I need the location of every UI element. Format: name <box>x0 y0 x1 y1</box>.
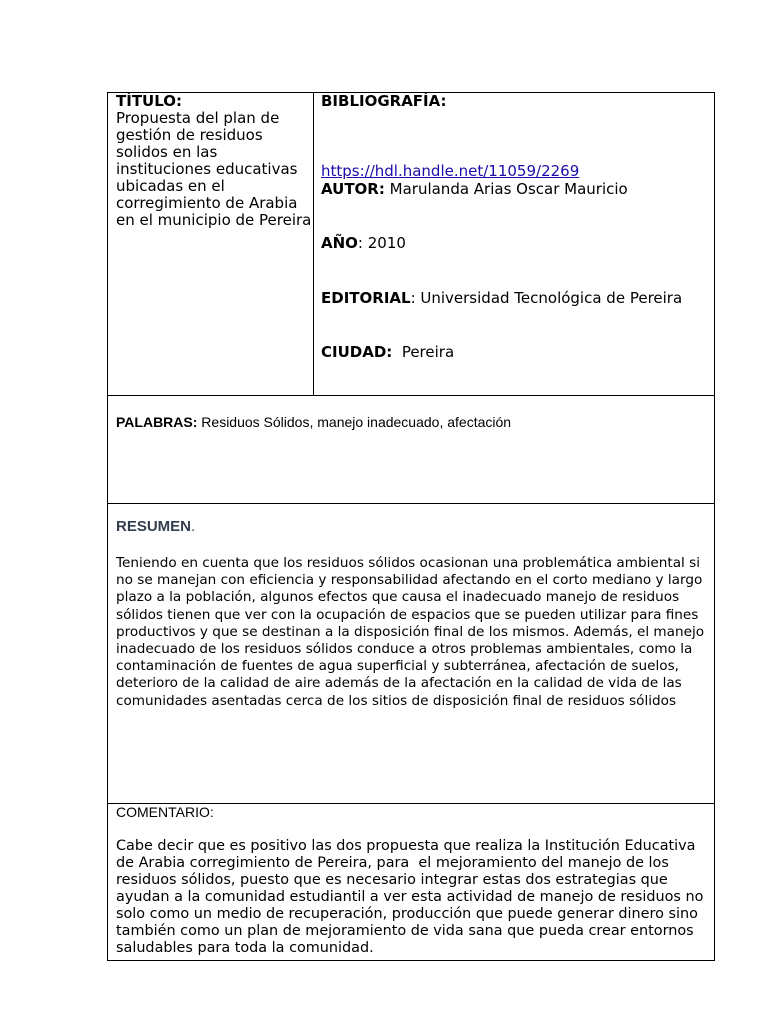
editorial-value: : Universidad Tecnológica de Pereira <box>410 289 683 307</box>
resumen-dot: . <box>191 518 196 535</box>
palabras-label: PALABRAS: <box>116 414 198 430</box>
anio-line <box>321 235 406 252</box>
autor-label: AUTOR: <box>321 180 385 198</box>
ficha-bibliografica <box>107 92 715 961</box>
titulo-cell <box>108 93 314 396</box>
comentario-text: Cabe decir que es positivo las dos propuesta que realiza la Institución Educativa de Arabia corregimiento de Pereira, para el mejoramiento del manejo de los residuos sólidos, puesto que es necesario integrar estas dos estrategias que ayudan a la comunidad estudiantil a ver esta actividad de manejo de residuos no solo como un medio de recuperación, producción que puede generar dinero sino también como un plan de mejoramiento de vida sana que pueda crear entornos saludables para toda la comunidad. <box>116 838 709 956</box>
autor-value: Marulanda Arias Oscar Mauricio <box>384 180 628 198</box>
autor-line <box>321 181 628 198</box>
resumen-heading <box>116 518 195 536</box>
resumen-section <box>108 504 714 804</box>
bibliografia-cell <box>314 93 714 396</box>
comentario-label: COMENTARIO: <box>116 804 214 820</box>
resumen-text: Teniendo en cuenta que los residuos sólidos ocasionan una problemática ambiental si no se manejan con eficiencia y responsabilidad afectando en el corto mediano y largo plazo a la población, algunos efectos que causa el inadecuado manejo de residuos sólidos tienen que ver con la ocupación de espacios que se pueden utilizar para fines productivos y que se destinan a la disposición final de los mismos. Además, el manejo inadecuado de los residuos sólidos conduce a otros problemas ambientales, como la contaminación de fuentes de agua superficial y subterránea, afectación de suelos, deterioro de la calidad de aire además de la afectación en la calidad de vida de las comunidades asentadas cerca de los sitios de disposición final de residuos sólidos <box>116 555 705 709</box>
resumen-label: RESUMEN <box>116 518 192 535</box>
titulo-label: TÍTULO: <box>116 92 182 110</box>
editorial-label: EDITORIAL <box>321 289 411 307</box>
top-section <box>108 93 714 396</box>
ciudad-label: CIUDAD: <box>321 343 393 361</box>
palabras-section <box>108 396 714 504</box>
titulo-text: Propuesta del plan de gestión de residuos solidos en las instituciones educativas ubicadas en el corregimiento de Arabia en el municipio de Pereira <box>116 109 312 229</box>
anio-value: : 2010 <box>357 234 406 252</box>
bibliografia-label: BIBLIOGRAFÍA: <box>321 92 447 110</box>
comentario-section <box>108 804 714 960</box>
palabras-line <box>116 414 511 431</box>
ciudad-value: Pereira <box>392 343 455 361</box>
anio-label: AÑO <box>321 234 358 252</box>
ciudad-line <box>321 344 454 361</box>
palabras-value: Residuos Sólidos, manejo inadecuado, afectación <box>197 414 512 430</box>
bibliografia-link[interactable]: https://hdl.handle.net/11059/2269 <box>321 162 580 180</box>
editorial-line <box>321 290 682 307</box>
